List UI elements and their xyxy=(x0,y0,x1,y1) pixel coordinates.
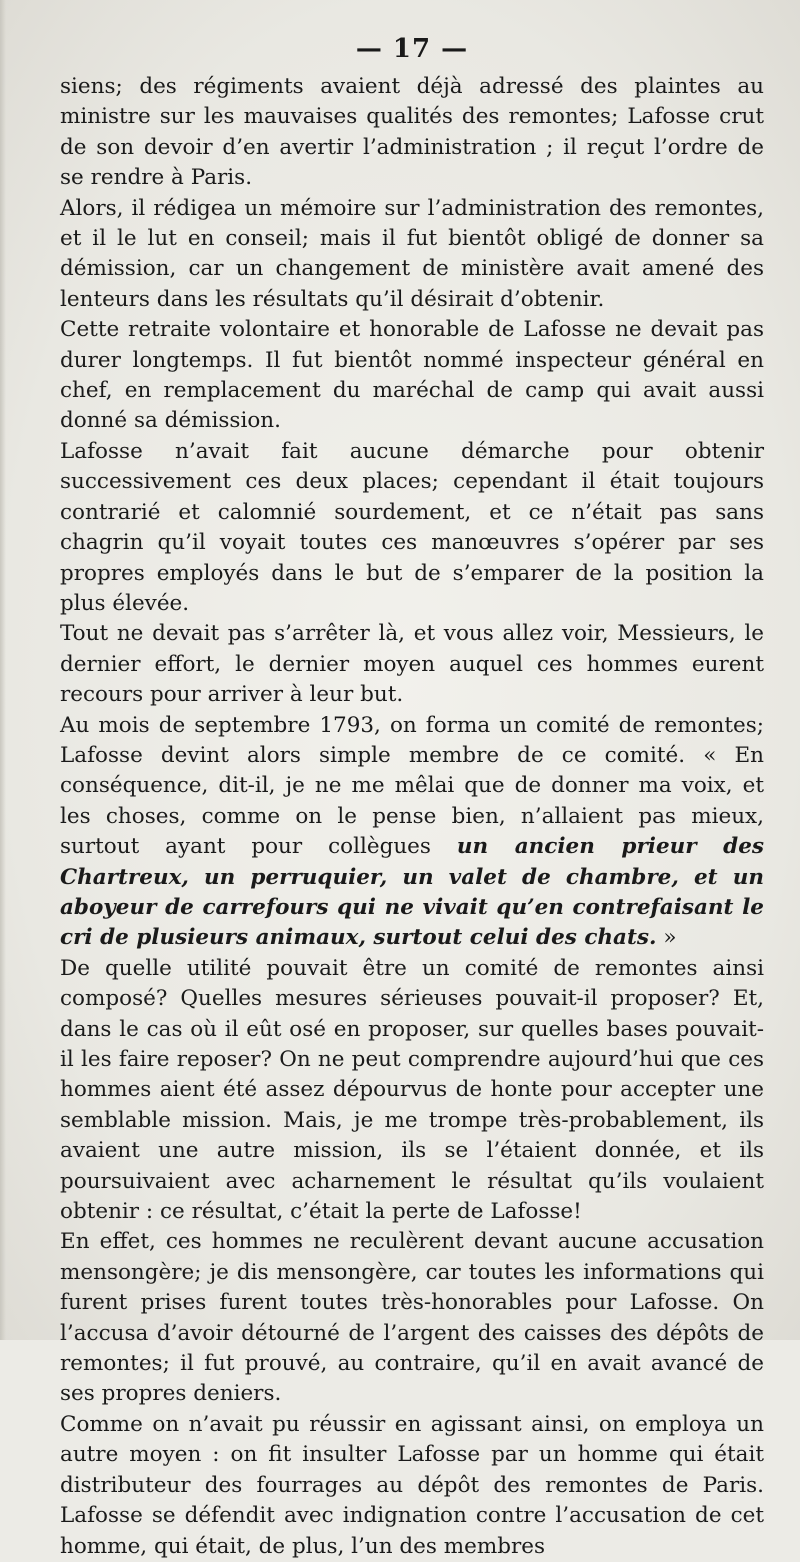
paragraph xyxy=(60,954,764,1228)
paragraph-text: Lafosse n’avait fait aucune démarche pour obtenir successivement ces deux places; cependant il était toujours contrarié et calomnié sourdement, et ce n’était pas sans chagrin qu’il voyait toutes ces manœuvres s’opérer par ses propres employés dans le but de s’emparer de la position la plus élevée. xyxy=(60,438,764,616)
paragraph xyxy=(60,315,764,437)
paragraph-text: Comme on n’avait pu réussir en agissant ainsi, on employa un autre moyen : on fit insulter Lafosse par un homme qui était distributeur des fourrages au dépôt des remontes de Paris. Lafosse se défendit avec indignation contre l’accusation de cet homme, qui était, de plus, l’un des membres xyxy=(60,1411,764,1559)
paragraph xyxy=(60,711,764,954)
paragraph xyxy=(60,194,764,316)
paragraph xyxy=(60,1227,764,1409)
paragraph xyxy=(60,619,764,710)
page-edge-shadow xyxy=(0,0,6,1340)
paragraph-text: siens; des régiments avaient déjà adressé des plaintes au ministre sur les mauvaises qualités des remontes; Lafosse crut de son devoir d’en avertir l’administration ; il reçut l’ordre de se rendre à Paris. xyxy=(60,74,764,191)
paragraph-text: Au mois de septembre 1793, on forma un comité de remontes; Lafosse devint alors simple membre de ce comité. « En conséquence, dit-il, je ne me mêlai que de donner ma voix, et les choses, comme on le pense bien, n’allaient pas mieux, surtout ayant pour collègues xyxy=(60,712,764,860)
paragraph-text: En effet, ces hommes ne reculèrent devant aucune accusation mensongère; je dis mensongère, car toutes les informations qui furent prises furent toutes très-honorables pour Lafosse. On l’accusa d’avoir détourné de l’argent des caisses des dépôts de remontes; il fut prouvé, au contraire, qu’il en avait avancé de ses propres deniers. xyxy=(60,1229,764,1407)
paragraph-text: Tout ne devait pas s’arrêter là, et vous allez voir, Messieurs, le dernier effort, le dernier moyen auquel ces hommes eurent recours pour arriver à leur but. xyxy=(60,621,764,708)
paragraph xyxy=(60,72,764,194)
paragraph-text: Alors, il rédigea un mémoire sur l’administration des remontes, et il le lut en conseil; mais il fut bientôt obligé de donner sa démission, car un changement de ministère avait amené des lenteurs dans les résultats qu’il désirait d’obtenir. xyxy=(60,195,764,312)
italic-quote-text: un ancien prieur des Chartreux, un perruquier, un valet de chambre, et un aboyeur de carrefours qui ne vivait qu’en contrefaisant le cri de plusieurs animaux, surtout celui des chats. xyxy=(60,834,764,951)
paragraph-text: » xyxy=(656,925,677,951)
paragraph-text: Cette retraite volontaire et honorable de Lafosse ne devait pas durer longtemps. Il fut bientôt nommé inspecteur général en chef, en remplacement du maréchal de camp qui avait aussi donné sa démission. xyxy=(60,317,764,434)
paragraph-text: De quelle utilité pouvait être un comité de remontes ainsi composé? Quelles mesures sérieuses pouvait-il proposer? Et, dans le cas où il eût osé en proposer, sur quelles bases pouvait-il les faire reposer? On ne peut comprendre aujourd’hui que ces hommes aient été assez dépourvus de honte pour accepter une semblable mission. Mais, je me trompe très-probablement, ils avaient une autre mission, ils se l’étaient donnée, et ils poursuivaient avec acharnement le résultat qu’ils voulaient obtenir : ce résultat, c’était la perte de Lafosse! xyxy=(60,955,764,1225)
paragraph xyxy=(60,1410,764,1562)
paragraph xyxy=(60,437,764,619)
page-body xyxy=(60,72,764,1562)
page-number: — 17 — xyxy=(355,34,469,64)
